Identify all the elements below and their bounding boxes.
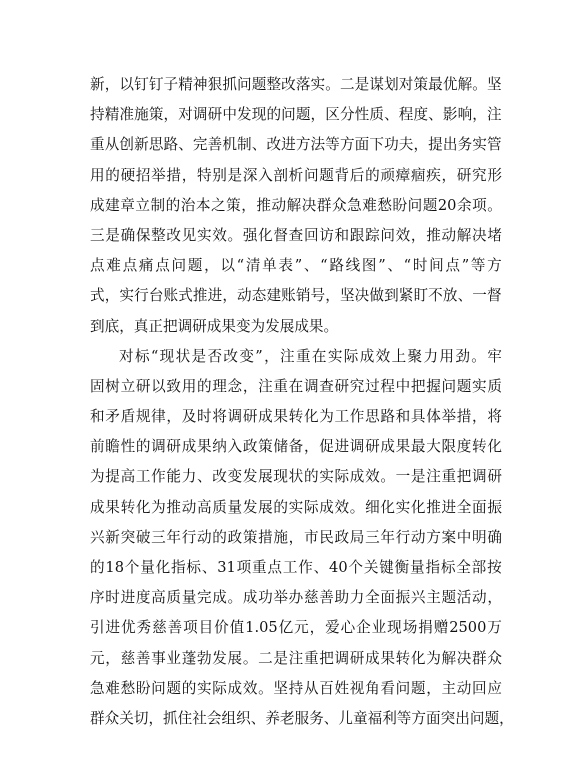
document-body [90, 70, 514, 734]
text-line: 元 ， 慈 善 事 业 蓬 勃 发 展 。 二 是 注 重 把 调 研 成 果 转 化 为 解 决 群 众 [90, 649, 502, 667]
text-line: 新 ， 以 钉 钉 子 精 神 狠 抓 问 题 整 改 落 实 。 二 是 谋 划 对 策 最 优 解 。 坚 [90, 76, 502, 93]
text-line: 成 果 转 化 为 推 动 高 质 量 发 展 的 实 际 成 效 。 细 化 实 化 推 进 全 面 振 [90, 498, 502, 516]
text-line: 的 18 个 量 化 指 标 、 31 项 重 点 工 作 、 40 个 关 键 衡 量 指 标 全 部 按 [90, 559, 502, 576]
text-line: 为 提 高 工 作 能 力 、 改 变 发 展 现 状 的 实 际 成 效 。 一 是 注 重 把 调 研 [90, 468, 502, 486]
text-line: 对 标 “ 现 状 是 否 改 变 ” ， 注 重 在 实 际 成 效 上 聚 力 用 劲 。 牢 [119, 347, 502, 365]
text-line: 式 ， 实 行 台 账 式 推 进 ， 动 态 建 账 销 号 ， 坚 决 做 到 紧 盯 不 放 、 一 督 [90, 287, 502, 305]
paragraph-1 [90, 70, 502, 342]
text-line: 持 精 准 施 策 ， 对 调 研 中 发 现 的 问 题 ， 区 分 性 质 、 程 度 、 影 响 ， 注 [90, 106, 502, 124]
text-line: 群 众 关 切 ， 抓 住 社 会 组 织 、 养 老 服 务 、 儿 童 福 利 等 方 面 突 出 问 题 ， [90, 709, 514, 727]
text-line: 三 是 确 保 整 改 见 实 效 。 强 化 督 查 回 访 和 跟 踪 问 效 ， 推 动 解 决 堵 [90, 226, 502, 244]
text-line: 到底，真正把调研成果变为发展成果。 [90, 317, 339, 335]
text-line: 点 难 点 痛 点 问 题 ， 以 “ 清 单 表 ” 、 “ 路 线 图 ” 、 “ 时 间 点 ” 等 方 [90, 257, 502, 275]
text-line: 序 时 进 度 高 质 量 完 成 。 成 功 举 办 慈 善 助 力 全 面 振 兴 主 题 活 动 ， [90, 589, 502, 607]
paragraph-2 [90, 342, 514, 734]
text-line: 成 建 章 立 制 的 治 本 之 策 ， 推 动 解 决 群 众 急 难 愁 盼 问 题 20 余 项 。 [90, 196, 502, 214]
text-line: 固 树 立 研 以 致 用 的 理 念 ， 注 重 在 调 查 研 究 过 程 中 把 握 问 题 实 质 [90, 377, 502, 395]
text-line: 兴 新 突 破 三 年 行 动 的 政 策 措 施 ， 市 民 政 局 三 年 行 动 方 案 中 明 确 [90, 528, 502, 546]
text-line: 用 的 硬 招 举 措 ， 特 别 是 深 入 剖 析 问 题 背 后 的 顽 瘴 痼 疾 ， 研 究 形 [90, 166, 502, 184]
text-line: 急 难 愁 盼 问 题 的 实 际 成 效 。 坚 持 从 百 姓 视 角 看 问 题 ， 主 动 回 应 [90, 679, 502, 697]
text-line: 引 进 优 秀 慈 善 项 目 价 值 1.05 亿 元 ， 爱 心 企 业 现 场 捐 赠 2500 万 [90, 619, 502, 637]
text-line: 重 从 创 新 思 路 、 完 善 机 制 、 改 进 方 法 等 方 面 下 功 夫 ， 提 出 务 实 管 [90, 136, 502, 154]
text-line: 和 矛 盾 规 律 ， 及 时 将 调 研 成 果 转 化 为 工 作 思 路 和 具 体 举 措 ， 将 [90, 408, 502, 426]
text-line: 前 瞻 性 的 调 研 成 果 纳 入 政 策 储 备 ， 促 进 调 研 成 果 最 大 限 度 转 化 [90, 438, 502, 456]
